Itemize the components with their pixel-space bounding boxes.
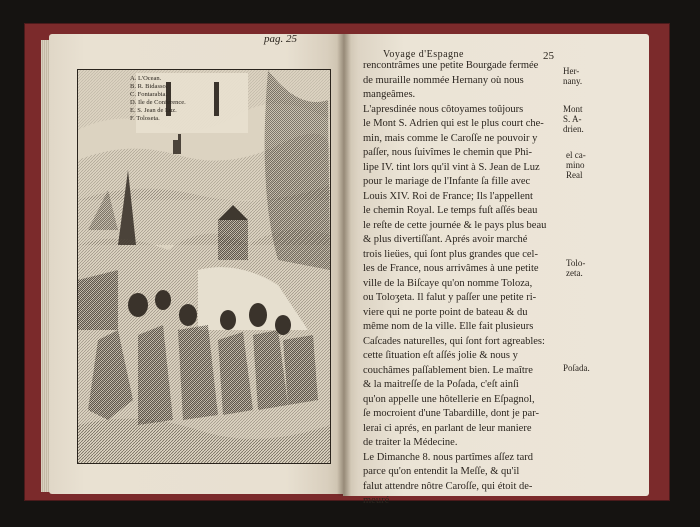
- text-line: le reſte de cette journée & le pays plus beau: [363, 219, 547, 231]
- engraving-legend: [130, 75, 186, 123]
- text-line: ou Toloʒeta. Il falut y paſſer une petite ri-: [363, 292, 537, 303]
- marginal-line: Mont: [563, 104, 583, 114]
- text-line: ville de la Biſcaye qu'on nomme Toloza,: [363, 277, 533, 289]
- text-line: viere qui ne porte point de bateau & du: [363, 306, 528, 318]
- text-line: trois lieües, qui ſont plus grandes que cel-: [363, 248, 538, 260]
- legend-line: A. L'Ocean.: [130, 75, 162, 82]
- text-line: parce qu'on entendit la Meſſe, & qu'il: [363, 466, 520, 477]
- text-line: le chemin Royal. Le temps fuſt aſſés beau: [363, 205, 538, 216]
- text-line: qu'on appelle une hôtellerie en Eſpagnol,: [363, 393, 535, 405]
- engraving-plate: [77, 69, 331, 464]
- marginal-line: nany.: [563, 76, 583, 86]
- marginal-note-posada: [563, 363, 590, 373]
- legend-line: C. Fontarabia.: [130, 91, 168, 98]
- body-text: [363, 59, 559, 509]
- legend-line: E. S. Jean de Luz.: [130, 107, 177, 114]
- marginal-line: el ca-: [566, 150, 586, 160]
- text-line: Le Dimanche 8. nous partîmes aſſez tard: [363, 451, 533, 463]
- legend-line: F. Toloseta.: [130, 115, 160, 122]
- text-line: rencontrâmes une petite Bourgade fermée: [363, 60, 539, 71]
- text-line: min, mais comme le Caroſſe ne pouvoir y: [363, 132, 538, 144]
- engraving-illustration: [78, 70, 330, 463]
- marginal-note-toloseta: [566, 258, 585, 278]
- text-line: meuré: [363, 495, 390, 506]
- text-line: de muraille nommée Hernany où nous: [363, 74, 524, 86]
- text-line: & la maitreſſe de la Poſada, c'eſt ainſi: [363, 379, 519, 390]
- text-line: pour le mariage de l'Infante ſa fille avec: [363, 176, 531, 187]
- page-number: 25: [543, 50, 554, 62]
- book-gutter: [337, 34, 351, 496]
- text-line: Caſcades naturelles, qui ſont fort agreables:: [363, 335, 545, 347]
- marginal-note-camino-real: [566, 150, 586, 180]
- text-line: Louis XIV. Roi de France; Ils l'appellent: [363, 190, 533, 202]
- text-line: couchâmes paſſablement bien. Le maître: [363, 364, 533, 376]
- marginal-line: Her-: [563, 66, 580, 76]
- text-line: ſe mocroient d'une Tabardille, dont je par-: [363, 408, 539, 419]
- marginal-line: S. A-: [563, 114, 582, 124]
- marginal-line: mino: [566, 160, 585, 170]
- text-line: les de France, nous arrivâmes à une petite: [363, 263, 539, 274]
- marginal-line: drien.: [563, 124, 584, 134]
- legend-line: D. Ile de Conference.: [130, 99, 186, 106]
- text-line: & plus divertiſſant. Aprés avoir marché: [363, 234, 528, 245]
- marginal-note-hernany: [563, 66, 582, 86]
- text-line: même nom de la ville. Elle fait plusieurs: [363, 321, 534, 332]
- text-line: le Mont S. Adrien qui est le plus court che-: [363, 118, 544, 129]
- text-line: L'apresdinée nous côtoyames toûjours: [363, 103, 524, 115]
- marginal-line: Poſada.: [563, 363, 590, 373]
- marginal-line: Tolo-: [566, 258, 586, 268]
- text-line: lerai ci aprés, en parlant de leur maniere: [363, 422, 532, 434]
- plate-page-label: pag. 25: [264, 33, 297, 45]
- text-line: lipe IV. tint lors qu'il vint à S. Jean de Luz: [363, 161, 540, 173]
- running-head: Voyage d'Espagne: [383, 49, 464, 60]
- text-line: mangeâmes.: [363, 89, 416, 100]
- text-line: de traiter la Médecine.: [363, 437, 458, 448]
- text-line: cette ſituation eſt aſſés jolie & nous y: [363, 350, 518, 361]
- marginal-note-mont-adrien: [563, 104, 584, 134]
- text-line: paſſer, nous ſuivîmes le chemin que Phi-: [363, 147, 533, 158]
- legend-line: B. R. Bidasso.: [130, 83, 168, 90]
- text-line: falut attendre nôtre Caroſſe, qui étoit de-: [363, 480, 533, 492]
- marginal-line: Real: [566, 170, 583, 180]
- marginal-line: zeta.: [566, 268, 583, 278]
